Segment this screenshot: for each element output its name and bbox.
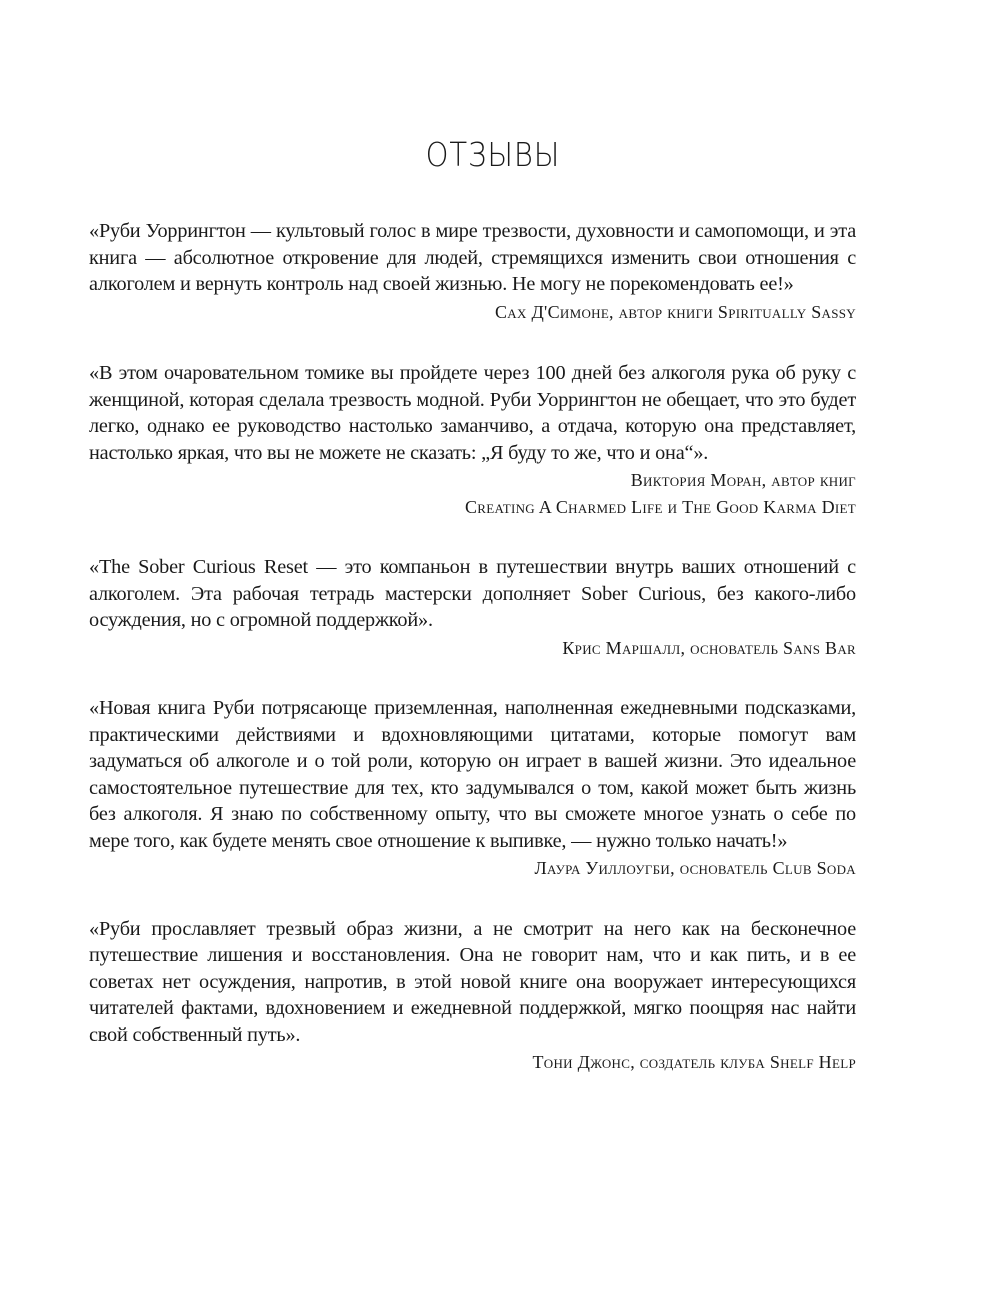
review-item xyxy=(89,360,856,520)
page-title: ОТЗЫВЫ xyxy=(425,135,561,175)
review-attribution xyxy=(89,635,856,662)
review-item xyxy=(89,218,856,325)
review-quote: «Руби прославляет трезвый образ жизни, а не смотрит на него как на бесконечное путешествие лишения и восстановления. Она не говорит нам, что и как пить, и в ее советах нет осуждения, напротив, в этой новой книге она вооружает интересующихся читателей фактами, вдохновением и ежедневной поддержкой, мягко поощряя нас найти свой собственный путь». xyxy=(89,917,856,1046)
review-attribution xyxy=(89,855,856,882)
review-quote: «The Sober Curious Reset — это компаньон в путешествии внутрь ваших отношений с алкоголем. Эта рабочая тетрадь мастерски дополняет Sober Curious, без какого-либо осуждения, но с огромной поддержкой». xyxy=(89,556,856,631)
reviews-list xyxy=(89,218,856,1109)
attribution-line: Крис Маршалл, основатель Sans Bar xyxy=(562,637,856,658)
attribution-line: Тони Джонс, создатель клуба Shelf Help xyxy=(532,1052,856,1072)
attribution-line: Лаура Уиллоугби, основатель Club Soda xyxy=(534,858,856,878)
attribution-line: Creating A Charmed Life и The Good Karma Diet xyxy=(464,496,856,517)
review-quote: «В этом очаровательном томике вы пройдете через 100 дней без алкоголя рука об руку с женщиной, которая сделала трезвость модной. Руби Уоррингтон не обещает, что это будет легко, однако ее руководство настолько заманчиво, а отдача, которую она представляет, настолько яркая, что вы не можете не сказать: „Я буду то же, что и она“». xyxy=(89,362,856,464)
attribution-line: Виктория Моран, автор книг xyxy=(630,470,856,490)
attribution-line: Сах Д'Симоне, автор книги Spiritually Sassy xyxy=(494,301,856,322)
review-attribution xyxy=(89,299,856,326)
review-quote: «Новая книга Руби потрясающе приземленная, наполненная ежедневными подсказками, практическими действиями и вдохновляющими цитатами, которые помогут вам задуматься об алкоголе и о той роли, которую он играет в вашей жизни. Это идеальное самостоятельное путешествие для тех, кто задумывался о том, какой может быть жизнь без алкоголя. Я знаю по собственному опыту, что вы сможете многое узнать о себе по мере того, как будете менять свое отношение к выпивке, — нужно только начать!» xyxy=(89,697,856,852)
review-item xyxy=(89,695,856,882)
review-item xyxy=(89,554,856,661)
review-quote: «Руби Уоррингтон — культовый голос в мире трезвости, духовности и самопомощи, и эта книга — абсолютное откровение для людей, стремящихся изменить свои отношения с алкоголем и вернуть контроль над своей жизнью. Не могу не порекомендовать ее!» xyxy=(89,220,856,295)
review-attribution xyxy=(89,1049,856,1076)
review-item xyxy=(89,916,856,1076)
review-attribution xyxy=(89,467,856,520)
